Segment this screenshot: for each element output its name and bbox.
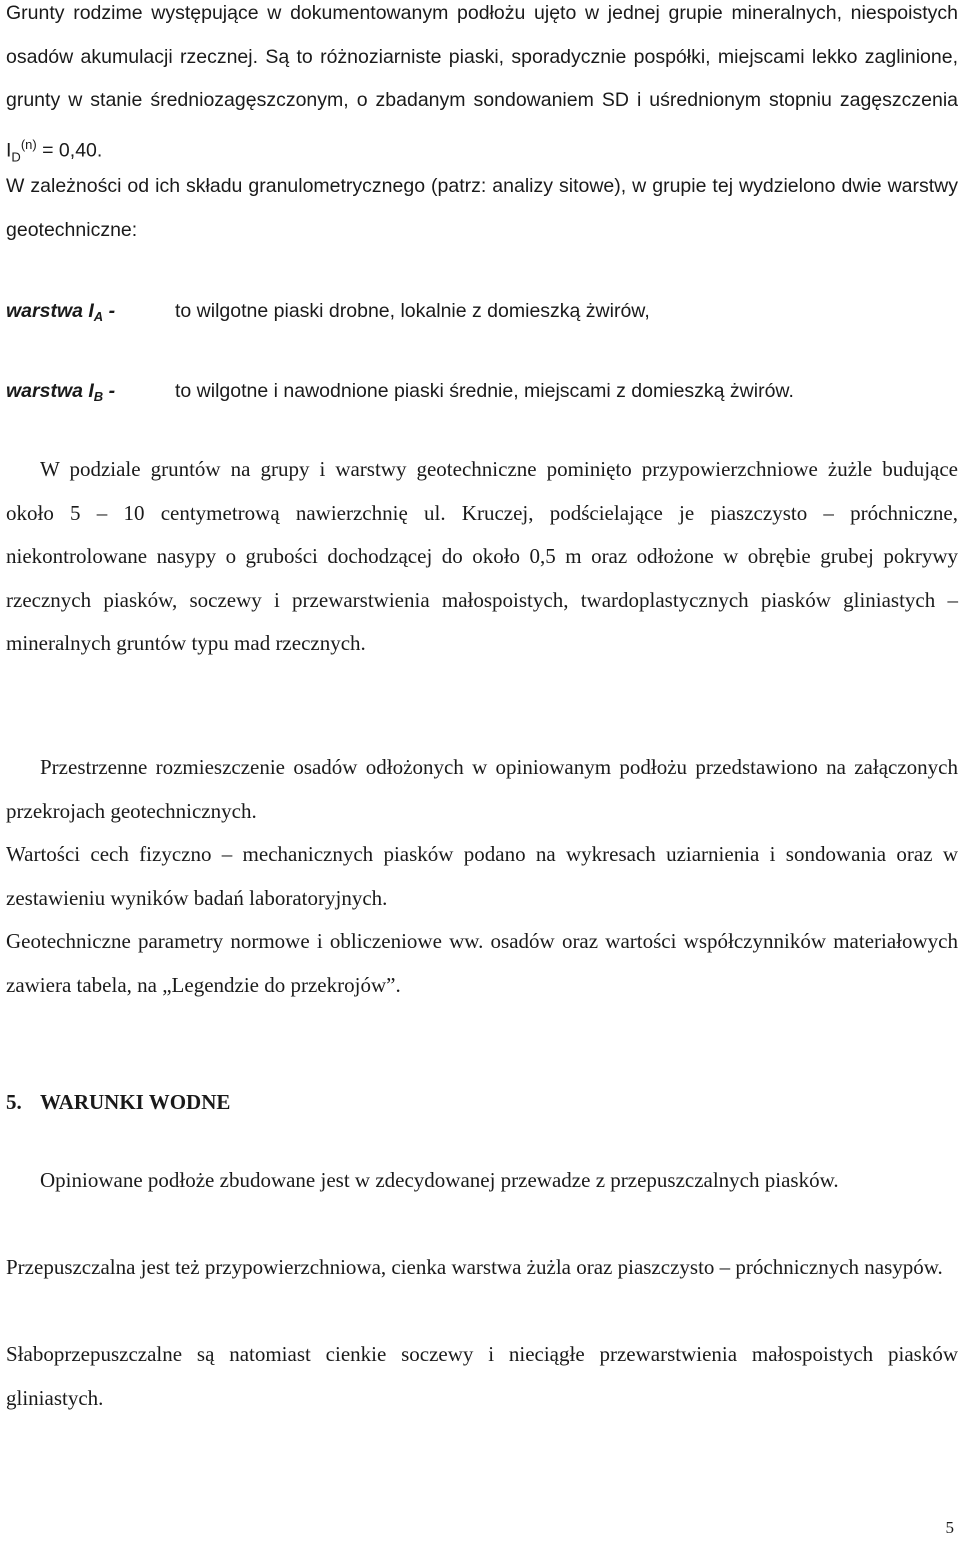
section-title: WARUNKI WODNE bbox=[40, 1090, 231, 1114]
paragraph-layers-intro: W zależności od ich składu granulometrycznego (patrz: analizy sitowe), w grupie tej wydzielono dwie warstwy geotechniczne: bbox=[6, 175, 958, 241]
section-heading bbox=[6, 1082, 230, 1122]
density-index-subscript: D bbox=[11, 148, 21, 164]
layer-description: to wilgotne i nawodnione piaski średnie, miejscami z domieszką żwirów. bbox=[175, 380, 794, 402]
layer-label: warstwa $I_B$ - bbox=[6, 380, 116, 404]
paragraph-geotechnical-parameters: Geotechniczne parametry normowe i obliczeniowe ww. osadów oraz wartości współczynników materiałowych zawiera tabela, na „Legendzie do przekrojów”. bbox=[6, 929, 958, 997]
paragraph-low-permeability: Słaboprzepuszczalne są natomiast cienkie soczewy i nieciągłe przewarstwienia małospoistych piasków gliniastych. bbox=[6, 1342, 958, 1410]
paragraph-soil-groups bbox=[6, 0, 958, 178]
paragraph-mechanical-properties: Wartości cech fizyczno – mechanicznych piasków podano na wykresach uziarnienia i sondowania oraz w zestawieniu wyników badań laboratoryjnych. bbox=[6, 842, 958, 910]
paragraph-text: Grunty rodzime występujące w dokumentowanym podłożu ujęto w jednej grupie mineralnych, niespoistych osadów akumulacji rzecznej. Są to różnoziarniste piaski, sporadycznie pospółki, miejscami lekko zaglinione, grunty w stanie średniozagęszczonym, o zbadanym sondowaniem SD i uśrednionym stopniu zagęszczenia I bbox=[6, 2, 958, 161]
paragraph-permeable-layer: Przepuszczalna jest też przypowierzchniowa, cienka warstwa żużla oraz piaszczysto – próchnicznych nasypów. bbox=[6, 1255, 943, 1279]
paragraph-omitted-soils: W podziale gruntów na grupy i warstwy geotechniczne pominięto przypowierzchniowe żużle budujące około 5 – 10 centymetrową nawierzchnię ul. Kruczej, podścielające je piaszczysto – próchniczne, niekontrolowane nasypy o grubości dochodzącej do około 0,5 m oraz odłożone w obrębie grubej pokrywy rzecznych piasków, soczewy i przewarstwienia małospoistych, twardoplastycznych piasków gliniastych – mineralnych gruntów typu mad rzecznych. bbox=[6, 457, 958, 655]
section-number: 5. bbox=[6, 1090, 22, 1114]
page-number: 5 bbox=[945, 1518, 954, 1537]
layer-label: warstwa $I_A$ - bbox=[6, 300, 116, 324]
density-index-superscript: (n) bbox=[20, 136, 37, 152]
paragraph-text-end: = 0,40. bbox=[36, 139, 103, 161]
paragraph-permeable-subsoil: Opiniowane podłoże zbudowane jest w zdecydowanej przewadze z przepuszczalnych piasków. bbox=[40, 1168, 839, 1192]
paragraph-spatial-distribution: Przestrzenne rozmieszczenie osadów odłożonych w opiniowanym podłożu przedstawiono na załączonych przekrojach geotechnicznych. bbox=[6, 755, 958, 823]
layer-description: to wilgotne piaski drobne, lokalnie z domieszką żwirów, bbox=[175, 300, 650, 322]
